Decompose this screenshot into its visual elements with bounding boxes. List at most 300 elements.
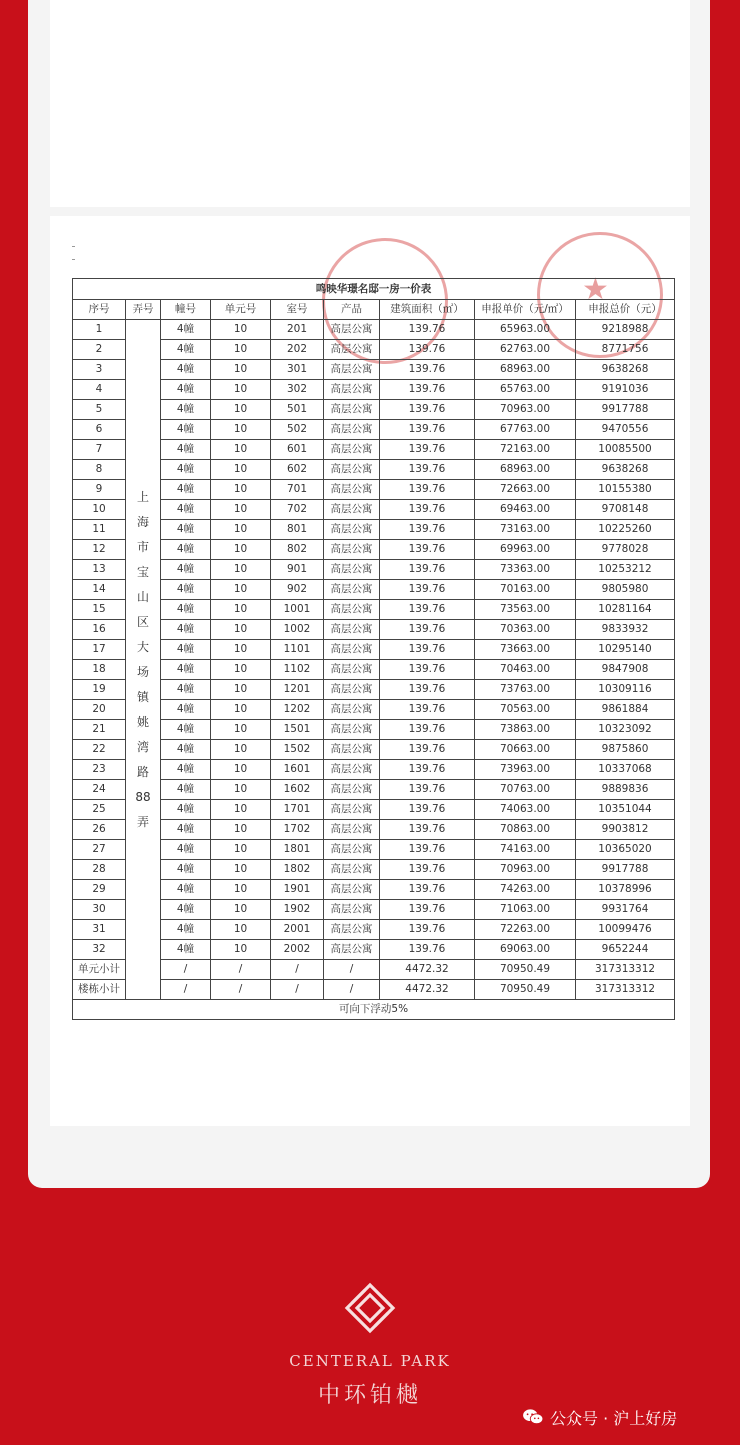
table-cell: 2002	[271, 940, 324, 960]
table-cell: 1202	[271, 700, 324, 720]
table-cell: 高层公寓	[324, 740, 380, 760]
table-cell: 4幢	[161, 580, 211, 600]
table-cell: 139.76	[380, 660, 475, 680]
table-cell: 4幢	[161, 500, 211, 520]
address-char: 88	[135, 789, 151, 804]
serial-cell: 6	[73, 420, 126, 440]
address-char: 上	[136, 489, 149, 504]
table-cell: 9833932	[576, 620, 675, 640]
table-cell: 73163.00	[475, 520, 576, 540]
table-cell: 10	[211, 440, 271, 460]
table-cell: 72163.00	[475, 440, 576, 460]
table-cell: 高层公寓	[324, 320, 380, 340]
table-row	[73, 520, 675, 540]
serial-cell: 25	[73, 800, 126, 820]
table-cell: 69063.00	[475, 940, 576, 960]
table-cell: 74163.00	[475, 840, 576, 860]
table-row	[73, 660, 675, 680]
table-cell: 高层公寓	[324, 920, 380, 940]
table-cell: /	[161, 960, 211, 980]
table-cell: 10295140	[576, 640, 675, 660]
table-cell: 9875860	[576, 740, 675, 760]
serial-cell: 32	[73, 940, 126, 960]
table-cell: 4幢	[161, 740, 211, 760]
table-cell: 10	[211, 360, 271, 380]
table-cell: /	[211, 980, 271, 1000]
table-cell: 高层公寓	[324, 940, 380, 960]
table-row	[73, 540, 675, 560]
table-cell: 4幢	[161, 780, 211, 800]
table-row	[73, 460, 675, 480]
table-cell: 901	[271, 560, 324, 580]
table-row	[73, 360, 675, 380]
table-cell: 高层公寓	[324, 820, 380, 840]
table-cell: 10	[211, 460, 271, 480]
table-cell: 139.76	[380, 920, 475, 940]
table-cell: 4幢	[161, 660, 211, 680]
wechat-account-label: 公众号 · 沪上好房	[550, 1408, 678, 1428]
table-cell: 139.76	[380, 480, 475, 500]
table-row	[73, 720, 675, 740]
table-cell: 4幢	[161, 380, 211, 400]
table-cell: 高层公寓	[324, 800, 380, 820]
table-cell: 10323092	[576, 720, 675, 740]
table-cell: 4幢	[161, 800, 211, 820]
table-cell: 1002	[271, 620, 324, 640]
table-row	[73, 580, 675, 600]
table-row	[73, 420, 675, 440]
table-cell: 139.76	[380, 760, 475, 780]
table-cell: 4幢	[161, 880, 211, 900]
table-cell: 1602	[271, 780, 324, 800]
table-cell: 10	[211, 760, 271, 780]
table-cell: 10	[211, 540, 271, 560]
table-cell: 4幢	[161, 860, 211, 880]
table-cell: 8771756	[576, 340, 675, 360]
table-row	[73, 940, 675, 960]
table-row	[73, 880, 675, 900]
note-row	[73, 1000, 675, 1020]
serial-cell: 15	[73, 600, 126, 620]
header-cell: 建筑面积（㎡）	[380, 300, 475, 320]
table-cell: 139.76	[380, 560, 475, 580]
header-cell: 申报单价（元/㎡）	[475, 300, 576, 320]
table-cell: 10085500	[576, 440, 675, 460]
table-cell: 10337068	[576, 760, 675, 780]
table-cell: 139.76	[380, 360, 475, 380]
serial-cell: 2	[73, 340, 126, 360]
table-cell: 10253212	[576, 560, 675, 580]
serial-cell: 21	[73, 720, 126, 740]
table-row	[73, 920, 675, 940]
table-cell: 70463.00	[475, 660, 576, 680]
table-cell: 139.76	[380, 940, 475, 960]
table-cell: 302	[271, 380, 324, 400]
table-cell: 9638268	[576, 360, 675, 380]
wechat-icon	[522, 1408, 544, 1426]
table-row	[73, 800, 675, 820]
table-row	[73, 480, 675, 500]
serial-cell: 12	[73, 540, 126, 560]
table-cell: 139.76	[380, 340, 475, 360]
table-cell: 801	[271, 520, 324, 540]
address-char: 湾	[136, 739, 149, 754]
table-cell: 10378996	[576, 880, 675, 900]
table-cell: 9805980	[576, 580, 675, 600]
table-cell: 139.76	[380, 540, 475, 560]
table-cell: 317313312	[576, 960, 675, 980]
table-cell: 高层公寓	[324, 400, 380, 420]
table-cell: 10	[211, 900, 271, 920]
table-cell: 139.76	[380, 380, 475, 400]
table-cell: 10351044	[576, 800, 675, 820]
table-cell: 702	[271, 500, 324, 520]
table-cell: 139.76	[380, 500, 475, 520]
table-cell: 139.76	[380, 320, 475, 340]
address-cell	[126, 320, 161, 1000]
table-cell: 139.76	[380, 640, 475, 660]
table-cell: 10	[211, 620, 271, 640]
table-cell: 高层公寓	[324, 540, 380, 560]
table-cell: 4幢	[161, 320, 211, 340]
table-cell: 9847908	[576, 660, 675, 680]
table-row	[73, 600, 675, 620]
serial-cell: 23	[73, 760, 126, 780]
table-cell: 1501	[271, 720, 324, 740]
table-cell: 70950.49	[475, 960, 576, 980]
table-cell: 701	[271, 480, 324, 500]
subtotal-label: 楼栋小计	[73, 980, 126, 1000]
table-row	[73, 440, 675, 460]
table-cell: 601	[271, 440, 324, 460]
table-cell: 70963.00	[475, 860, 576, 880]
table-cell: 4幢	[161, 760, 211, 780]
table-cell: 4幢	[161, 840, 211, 860]
table-cell: 10	[211, 860, 271, 880]
table-row	[73, 900, 675, 920]
serial-cell: 22	[73, 740, 126, 760]
table-row	[73, 380, 675, 400]
address-char: 海	[136, 514, 149, 529]
table-cell: 139.76	[380, 400, 475, 420]
table-cell: 10	[211, 800, 271, 820]
table-cell: 139.76	[380, 720, 475, 740]
table-cell: 802	[271, 540, 324, 560]
table-row	[73, 840, 675, 860]
table-cell: /	[271, 980, 324, 1000]
table-cell: 10	[211, 920, 271, 940]
table-cell: 602	[271, 460, 324, 480]
table-cell: 139.76	[380, 520, 475, 540]
table-cell: 139.76	[380, 900, 475, 920]
table-cell: 74063.00	[475, 800, 576, 820]
table-cell: 74263.00	[475, 880, 576, 900]
table-cell: 高层公寓	[324, 580, 380, 600]
table-cell: 4472.32	[380, 980, 475, 1000]
address-char: 宝	[136, 564, 149, 579]
table-row	[73, 860, 675, 880]
table-cell: 70563.00	[475, 700, 576, 720]
header-cell: 弄号	[126, 300, 161, 320]
serial-cell: 20	[73, 700, 126, 720]
table-header-row	[73, 300, 675, 320]
table-cell: 202	[271, 340, 324, 360]
table-cell: 1701	[271, 800, 324, 820]
table-cell: 高层公寓	[324, 500, 380, 520]
table-cell: 501	[271, 400, 324, 420]
table-cell: 9917788	[576, 860, 675, 880]
building-subtotal-row	[73, 980, 675, 1000]
table-cell: 139.76	[380, 740, 475, 760]
table-row	[73, 780, 675, 800]
table-cell: 502	[271, 420, 324, 440]
table-cell: 4幢	[161, 340, 211, 360]
table-cell: 71063.00	[475, 900, 576, 920]
table-cell: 9778028	[576, 540, 675, 560]
table-cell: 高层公寓	[324, 880, 380, 900]
table-row	[73, 500, 675, 520]
header-cell: 产品	[324, 300, 380, 320]
serial-cell: 28	[73, 860, 126, 880]
table-cell: 10	[211, 560, 271, 580]
table-cell: 4幢	[161, 680, 211, 700]
table-cell: 70950.49	[475, 980, 576, 1000]
table-cell: 62763.00	[475, 340, 576, 360]
table-cell: 73963.00	[475, 760, 576, 780]
serial-cell: 3	[73, 360, 126, 380]
serial-cell: 14	[73, 580, 126, 600]
table-cell: 10	[211, 380, 271, 400]
table-cell: /	[324, 960, 380, 980]
address-char: 路	[136, 764, 149, 779]
table-cell: 139.76	[380, 860, 475, 880]
table-cell: 73763.00	[475, 680, 576, 700]
table-cell: 高层公寓	[324, 780, 380, 800]
table-cell: 139.76	[380, 680, 475, 700]
serial-cell: 26	[73, 820, 126, 840]
table-cell: 65963.00	[475, 320, 576, 340]
table-cell: 73863.00	[475, 720, 576, 740]
serial-cell: 16	[73, 620, 126, 640]
table-cell: /	[324, 980, 380, 1000]
table-cell: 70363.00	[475, 620, 576, 640]
table-cell: 高层公寓	[324, 520, 380, 540]
table-cell: 1801	[271, 840, 324, 860]
header-cell: 申报总价（元）	[576, 300, 675, 320]
table-cell: 4幢	[161, 560, 211, 580]
table-cell: 69463.00	[475, 500, 576, 520]
table-cell: 高层公寓	[324, 860, 380, 880]
table-cell: 9889836	[576, 780, 675, 800]
table-cell: 高层公寓	[324, 340, 380, 360]
address-char: 山	[136, 589, 149, 604]
scan-mark	[72, 259, 75, 260]
serial-cell: 7	[73, 440, 126, 460]
table-cell: 9638268	[576, 460, 675, 480]
table-cell: 139.76	[380, 440, 475, 460]
table-cell: 高层公寓	[324, 420, 380, 440]
table-cell: 4幢	[161, 480, 211, 500]
serial-cell: 4	[73, 380, 126, 400]
table-cell: 10	[211, 420, 271, 440]
table-cell: 高层公寓	[324, 560, 380, 580]
table-cell: 139.76	[380, 460, 475, 480]
table-cell: 4幢	[161, 820, 211, 840]
table-cell: 70163.00	[475, 580, 576, 600]
table-cell: 72263.00	[475, 920, 576, 940]
serial-cell: 18	[73, 660, 126, 680]
table-cell: 68963.00	[475, 460, 576, 480]
table-cell: 10	[211, 320, 271, 340]
brand-name-en: CENTERAL PARK	[289, 1352, 451, 1370]
table-cell: 4幢	[161, 360, 211, 380]
table-cell: 高层公寓	[324, 620, 380, 640]
table-cell: 10	[211, 580, 271, 600]
table-cell: 65763.00	[475, 380, 576, 400]
table-cell: 4幢	[161, 420, 211, 440]
table-title-row	[73, 279, 675, 300]
table-cell: 高层公寓	[324, 720, 380, 740]
table-cell: 10	[211, 780, 271, 800]
address-char: 大	[136, 639, 149, 654]
table-cell: 139.76	[380, 820, 475, 840]
table-cell: 139.76	[380, 580, 475, 600]
table-cell: 10	[211, 720, 271, 740]
table-cell: 10	[211, 660, 271, 680]
diamond-logo-icon	[344, 1282, 396, 1334]
table-cell: 10	[211, 640, 271, 660]
table-cell: 73563.00	[475, 600, 576, 620]
table-row	[73, 760, 675, 780]
table-cell: 4幢	[161, 720, 211, 740]
table-row	[73, 740, 675, 760]
table-row	[73, 640, 675, 660]
address-char: 区	[136, 614, 149, 629]
table-row	[73, 820, 675, 840]
table-cell: 1102	[271, 660, 324, 680]
header-cell: 序号	[73, 300, 126, 320]
table-cell: 4幢	[161, 600, 211, 620]
table-cell: 高层公寓	[324, 440, 380, 460]
table-cell: 1901	[271, 880, 324, 900]
table-cell: 1101	[271, 640, 324, 660]
table-cell: 1601	[271, 760, 324, 780]
table-row	[73, 560, 675, 580]
table-cell: 10309116	[576, 680, 675, 700]
table-cell: 4幢	[161, 640, 211, 660]
table-cell: 139.76	[380, 420, 475, 440]
table-cell: 201	[271, 320, 324, 340]
header-cell: 单元号	[211, 300, 271, 320]
table-cell: 9470556	[576, 420, 675, 440]
serial-cell: 10	[73, 500, 126, 520]
table-row	[73, 700, 675, 720]
table-cell: 70963.00	[475, 400, 576, 420]
table-cell: 73663.00	[475, 640, 576, 660]
table-cell: 139.76	[380, 700, 475, 720]
table-cell: 10155380	[576, 480, 675, 500]
table-cell: 9931764	[576, 900, 675, 920]
table-cell: 高层公寓	[324, 900, 380, 920]
serial-cell: 9	[73, 480, 126, 500]
table-cell: 10	[211, 700, 271, 720]
table-cell: 高层公寓	[324, 640, 380, 660]
serial-cell: 31	[73, 920, 126, 940]
table-cell: 9861884	[576, 700, 675, 720]
table-cell: 4幢	[161, 620, 211, 640]
table-cell: 10	[211, 600, 271, 620]
seal-star-icon: ★	[582, 272, 609, 307]
table-cell: 高层公寓	[324, 600, 380, 620]
table-cell: 73363.00	[475, 560, 576, 580]
serial-cell: 8	[73, 460, 126, 480]
table-row	[73, 320, 675, 340]
table-cell: 10	[211, 680, 271, 700]
table-cell: 9903812	[576, 820, 675, 840]
subtotal-label: 单元小计	[73, 960, 126, 980]
table-cell: 139.76	[380, 780, 475, 800]
serial-cell: 27	[73, 840, 126, 860]
price-float-note: 可向下浮动5%	[73, 1000, 675, 1020]
table-row	[73, 400, 675, 420]
table-cell: 10225260	[576, 520, 675, 540]
serial-cell: 11	[73, 520, 126, 540]
table-cell: 10	[211, 940, 271, 960]
header-cell: 室号	[271, 300, 324, 320]
table-cell: 9191036	[576, 380, 675, 400]
table-cell: 4472.32	[380, 960, 475, 980]
table-row	[73, 680, 675, 700]
table-cell: /	[211, 960, 271, 980]
table-cell: 10	[211, 740, 271, 760]
table-cell: 4幢	[161, 920, 211, 940]
table-cell: 10	[211, 840, 271, 860]
table-cell: 9708148	[576, 500, 675, 520]
table-cell: 139.76	[380, 620, 475, 640]
unit-subtotal-row	[73, 960, 675, 980]
table-cell: 301	[271, 360, 324, 380]
table-cell: 高层公寓	[324, 660, 380, 680]
serial-cell: 29	[73, 880, 126, 900]
table-cell: 69963.00	[475, 540, 576, 560]
table-row	[73, 340, 675, 360]
wechat-account[interactable]	[522, 1404, 677, 1430]
table-cell: 902	[271, 580, 324, 600]
table-cell: 70663.00	[475, 740, 576, 760]
price-table	[72, 278, 675, 1020]
serial-cell: 13	[73, 560, 126, 580]
previous-page-sheet	[50, 0, 690, 207]
table-cell: 1001	[271, 600, 324, 620]
table-cell: 4幢	[161, 940, 211, 960]
table-cell: 4幢	[161, 400, 211, 420]
table-cell: 高层公寓	[324, 480, 380, 500]
table-cell: 4幢	[161, 700, 211, 720]
table-cell: 高层公寓	[324, 360, 380, 380]
table-cell: 1502	[271, 740, 324, 760]
table-cell: 高层公寓	[324, 840, 380, 860]
table-cell: 1902	[271, 900, 324, 920]
table-cell: 10	[211, 400, 271, 420]
table-cell: 10	[211, 340, 271, 360]
serial-cell: 1	[73, 320, 126, 340]
serial-cell: 17	[73, 640, 126, 660]
table-row	[73, 620, 675, 640]
address-char: 姚	[136, 714, 149, 729]
table-cell: 139.76	[380, 600, 475, 620]
table-cell: 10	[211, 500, 271, 520]
table-cell: 10365020	[576, 840, 675, 860]
